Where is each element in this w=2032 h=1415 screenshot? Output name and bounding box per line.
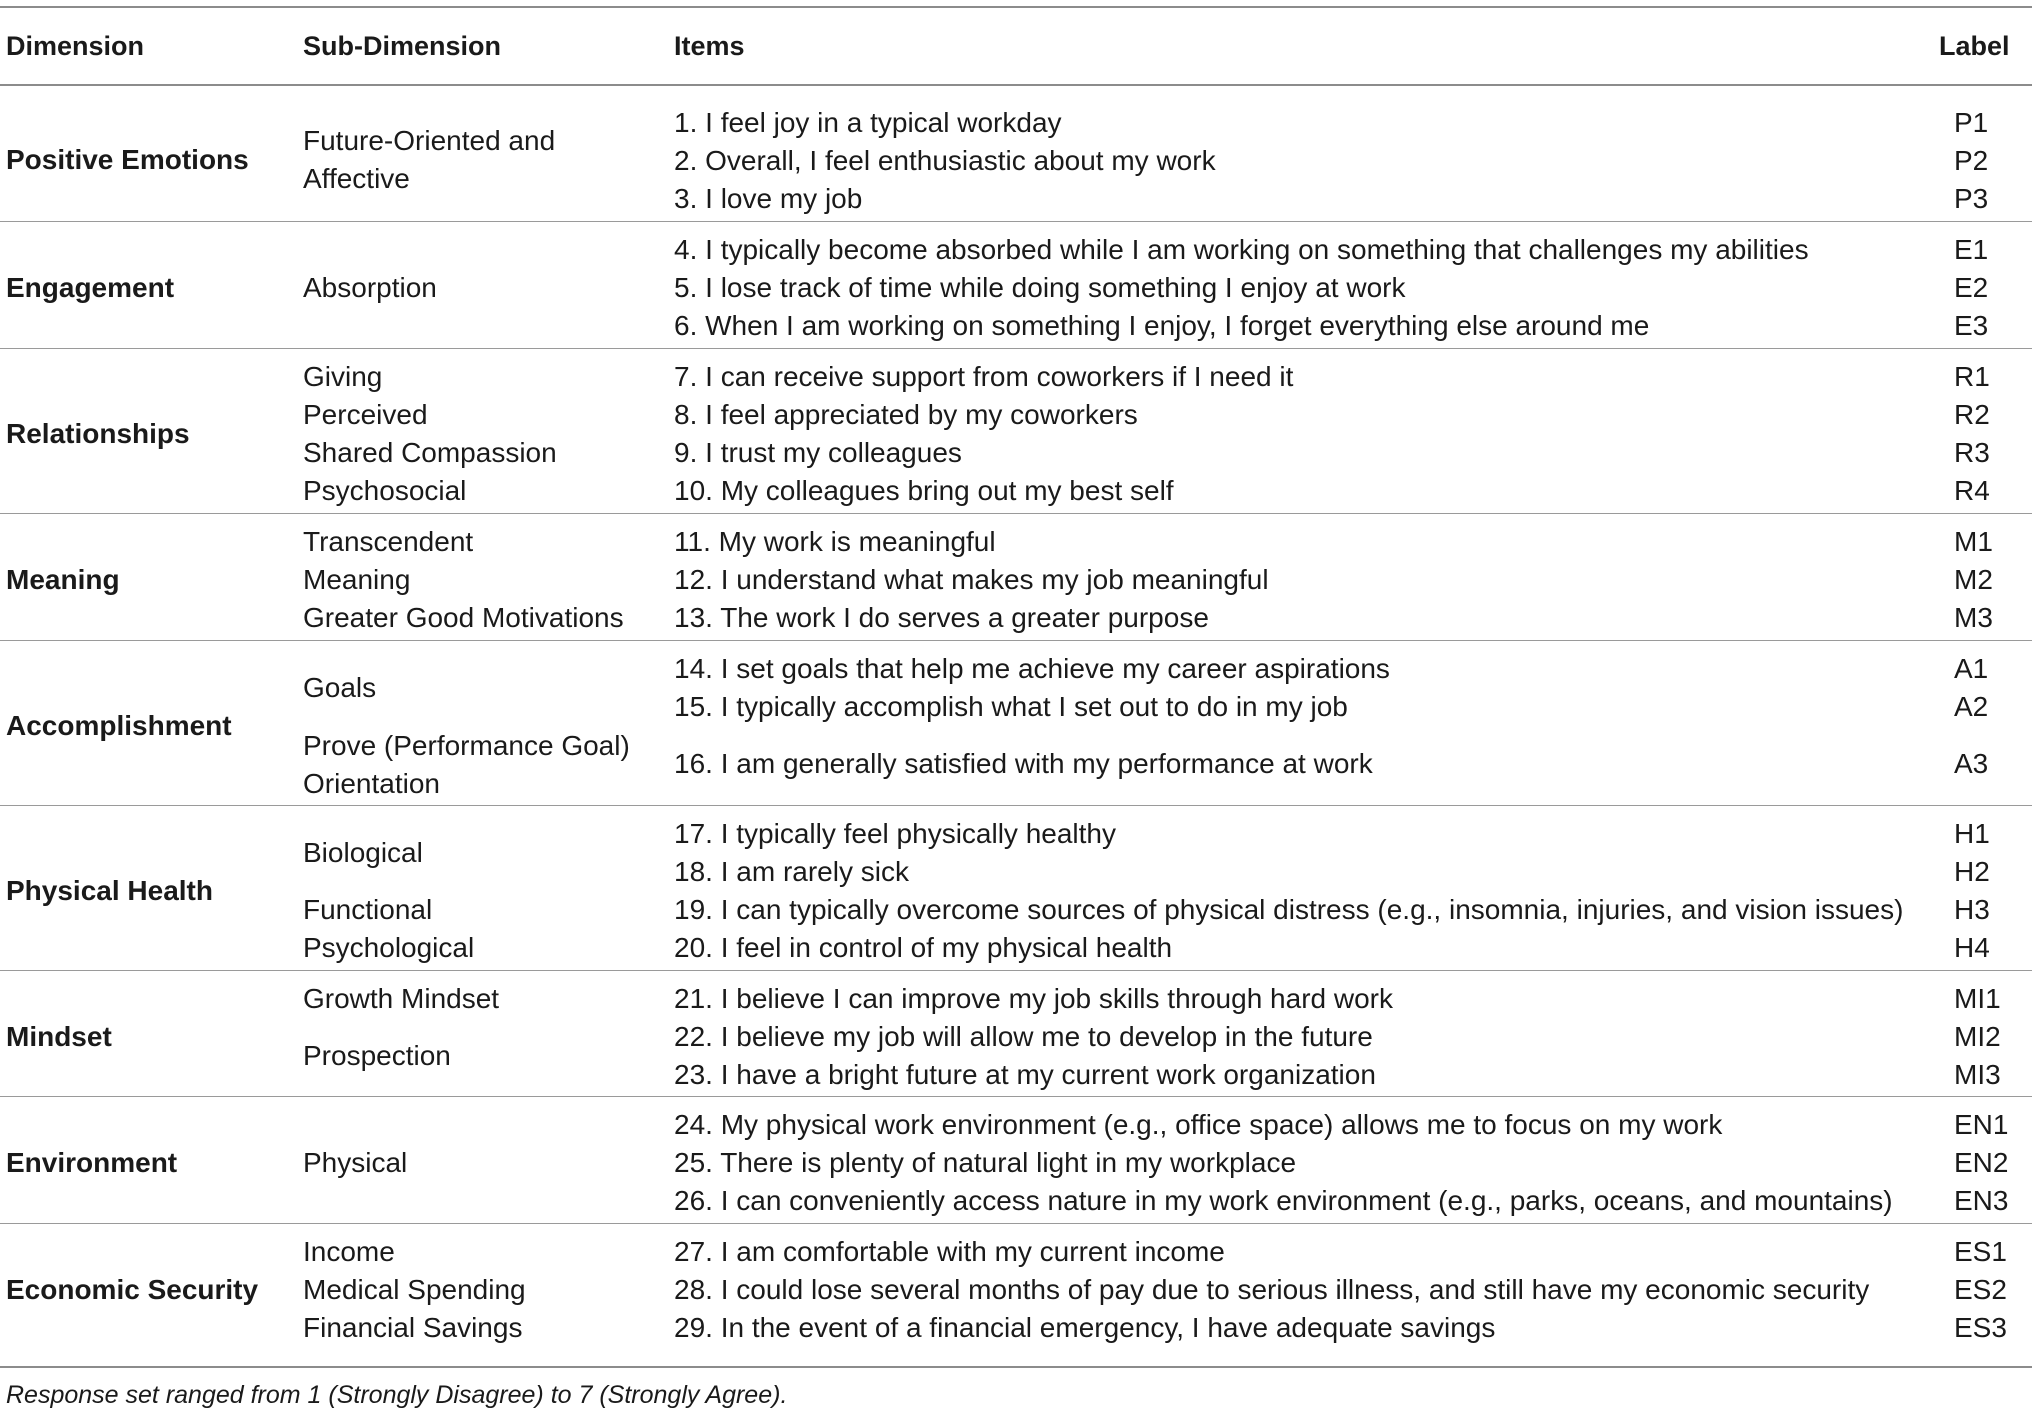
item-text: 11. My work is meaningful [674,526,996,557]
item-label: P3 [1954,183,1989,214]
item-label: ES2 [1954,1274,2007,1305]
item-text: 4. I typically become absorbed while I am working on something that challenges my abilities [674,234,1809,265]
item-text: 29. In the event of a financial emergency, I have adequate savings [674,1312,1496,1343]
dimension-cell: Meaning [6,564,120,595]
sub-dimension-cell: Functional [303,894,433,925]
item-text: 19. I can typically overcome sources of physical distress (e.g., insomnia, injuries, and vision issues) [674,894,1904,925]
top-rule [0,6,2032,8]
row-divider [0,805,2032,806]
sub-dimension-cell: Absorption [303,272,437,303]
item-text: 22. I believe my job will allow me to develop in the future [674,1021,1373,1052]
item-label: R4 [1954,475,1990,506]
item-label: M3 [1954,602,1993,633]
sub-dimension-cell: Prove (Performance Goal) [303,730,630,761]
dimension-cell: Mindset [6,1021,112,1052]
sub-dimension-cell: Medical Spending [303,1274,526,1305]
sub-dimension-cell: Goals [303,672,377,703]
sub-dimension-cell: Psychosocial [303,475,467,506]
header-items: Items [674,31,745,61]
row-divider [0,513,2032,514]
item-label: EN3 [1954,1185,2009,1216]
item-text: 21. I believe I can improve my job skills through hard work [674,983,1393,1014]
item-text: 6. When I am working on something I enjoy, I forget everything else around me [674,310,1650,341]
item-label: ES3 [1954,1312,2007,1343]
table-footnote: Response set ranged from 1 (Strongly Disagree) to 7 (Strongly Agree). [6,1381,788,1409]
item-label: P1 [1954,107,1989,138]
sub-dimension-cell: Shared Compassion [303,437,557,468]
row-divider [0,970,2032,971]
item-label: A2 [1954,691,1989,722]
item-text: 3. I love my job [674,183,863,214]
item-label: R2 [1954,399,1990,430]
item-text: 27. I am comfortable with my current income [674,1236,1225,1267]
sub-dimension-cell: Giving [303,361,383,392]
dimension-cell: Environment [6,1147,178,1178]
item-text: 15. I typically accomplish what I set out to do in my job [674,691,1348,722]
item-label: H1 [1954,818,1990,849]
row-divider [0,640,2032,641]
sub-dimension-cell: Growth Mindset [303,983,500,1014]
item-label: ES1 [1954,1236,2007,1267]
item-text: 7. I can receive support from coworkers if I need it [674,361,1294,392]
item-label: A3 [1954,748,1989,779]
header-sub-dimension: Sub-Dimension [303,31,502,61]
item-text: 16. I am generally satisfied with my performance at work [674,748,1373,779]
header-rule [0,84,2032,86]
header-dimension: Dimension [6,31,145,61]
item-label: MI1 [1954,983,2001,1014]
sub-dimension-cell: Biological [303,837,423,868]
item-label: EN1 [1954,1109,2009,1140]
sub-dimension-cell: Psychological [303,932,475,963]
item-text: 8. I feel appreciated by my coworkers [674,399,1138,430]
item-label: M2 [1954,564,1993,595]
item-label: MI2 [1954,1021,2001,1052]
item-label: H3 [1954,894,1990,925]
item-text: 9. I trust my colleagues [674,437,962,468]
sub-dimension-cell: Transcendent [303,526,474,557]
sub-dimension-cell: Prospection [303,1040,451,1071]
header-label: Label [1939,31,2010,61]
item-text: 14. I set goals that help me achieve my career aspirations [674,653,1390,684]
item-text: 20. I feel in control of my physical health [674,932,1173,963]
item-label: EN2 [1954,1147,2009,1178]
bottom-rule [0,1366,2032,1368]
sub-dimension-cell: Meaning [303,564,411,595]
dimension-cell: Physical Health [6,875,213,906]
dimension-cell: Relationships [6,418,190,449]
dimension-cell: Positive Emotions [6,144,249,175]
item-label: E1 [1954,234,1989,265]
row-divider [0,1223,2032,1224]
sub-dimension-cell: Greater Good Motivations [303,602,624,633]
item-label: P2 [1954,145,1989,176]
item-text: 18. I am rarely sick [674,856,909,887]
item-label: R1 [1954,361,1990,392]
row-divider [0,348,2032,349]
item-text: 2. Overall, I feel enthusiastic about my work [674,145,1216,176]
row-divider [0,1096,2032,1097]
item-text: 26. I can conveniently access nature in my work environment (e.g., parks, oceans, and mountains) [674,1185,1893,1216]
item-text: 17. I typically feel physically healthy [674,818,1116,849]
dimension-cell: Engagement [6,272,175,303]
item-label: A1 [1954,653,1989,684]
item-text: 5. I lose track of time while doing something I enjoy at work [674,272,1406,303]
item-label: R3 [1954,437,1990,468]
sub-dimension-cell: Perceived [303,399,428,430]
sub-dimension-cell: Future-Oriented and [303,125,556,156]
sub-dimension-cell: Income [303,1236,395,1267]
sub-dimension-cell: Orientation [303,768,440,799]
item-text: 24. My physical work environment (e.g., office space) allows me to focus on my work [674,1109,1723,1140]
sub-dimension-cell: Affective [303,163,410,194]
item-label: MI3 [1954,1059,2001,1090]
item-text: 23. I have a bright future at my current work organization [674,1059,1376,1090]
item-text: 10. My colleagues bring out my best self [674,475,1174,506]
row-divider [0,221,2032,222]
item-label: M1 [1954,526,1993,557]
item-text: 13. The work I do serves a greater purpose [674,602,1209,633]
item-label: H2 [1954,856,1990,887]
item-text: 12. I understand what makes my job meaningful [674,564,1269,595]
item-text: 25. There is plenty of natural light in my workplace [674,1147,1297,1178]
dimension-cell: Accomplishment [6,710,232,741]
sub-dimension-cell: Physical [303,1147,408,1178]
item-text: 28. I could lose several months of pay due to serious illness, and still have my economic security [674,1274,1870,1305]
item-label: E2 [1954,272,1989,303]
item-text: 1. I feel joy in a typical workday [674,107,1062,138]
item-label: H4 [1954,932,1990,963]
item-label: E3 [1954,310,1989,341]
sub-dimension-cell: Financial Savings [303,1312,523,1343]
dimension-cell: Economic Security [6,1274,259,1305]
